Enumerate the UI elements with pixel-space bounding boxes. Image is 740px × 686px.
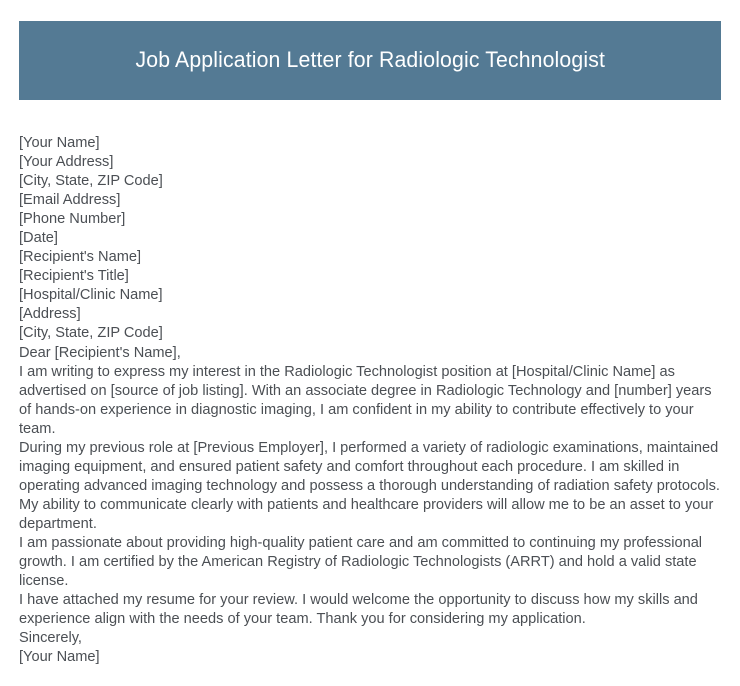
letter-content bbox=[19, 134, 722, 667]
signature-name: [Your Name] bbox=[19, 649, 100, 666]
body-paragraph: I have attached my resume for your review. I would welcome the opportunity to discuss how my skills and experience align with the needs of your team. Thank you for considering my application. bbox=[19, 592, 698, 628]
sender-address-block bbox=[19, 134, 722, 248]
body-paragraph: I am passionate about providing high-quality patient care and am committed to continuing my professional growth. I am certified by the American Registry of Radiologic Technologists (ARRT) and hold a valid state license. bbox=[19, 534, 703, 590]
sender-line: [Phone Number] bbox=[19, 211, 126, 228]
page-title: Job Application Letter for Radiologic Technologist bbox=[135, 47, 605, 73]
date-line: [Date] bbox=[19, 230, 58, 247]
salutation: Dear [Recipient's Name], bbox=[19, 344, 181, 361]
sender-line: [Your Name] bbox=[19, 135, 100, 151]
recipient-address-block bbox=[19, 248, 722, 343]
sender-line: [Your Address] bbox=[19, 154, 114, 171]
recipient-line: [Recipient's Title] bbox=[19, 268, 129, 285]
body-paragraph: During my previous role at [Previous Employer], I performed a variety of radiologic examinations, maintained imaging equipment, and ensured patient safety and comfort throughout each procedure. I am skilled in operating advanced imaging technology and possess a thorough understanding of radiation safety protocols. My ability to communicate clearly with patients and healthcare providers will allow me to be an asset to your department. bbox=[19, 439, 720, 532]
recipient-line: [City, State, ZIP Code] bbox=[19, 325, 163, 342]
recipient-line: [Address] bbox=[19, 306, 81, 323]
closing-line: Sincerely, bbox=[19, 630, 82, 647]
sender-line: [Email Address] bbox=[19, 192, 121, 209]
recipient-line: [Hospital/Clinic Name] bbox=[19, 287, 163, 304]
body-paragraph: I am writing to express my interest in the Radiologic Technologist position at [Hospital/Clinic Name] as advertised on [source of job listing]. With an associate degree in Radiologic Technology and [number] years of hands-on experience in diagnostic imaging, I am confident in my ability to contribute effectively to your team. bbox=[19, 363, 712, 437]
recipient-line: [Recipient's Name] bbox=[19, 249, 142, 266]
document-header-banner bbox=[19, 21, 721, 100]
sender-line: [City, State, ZIP Code] bbox=[19, 173, 163, 190]
